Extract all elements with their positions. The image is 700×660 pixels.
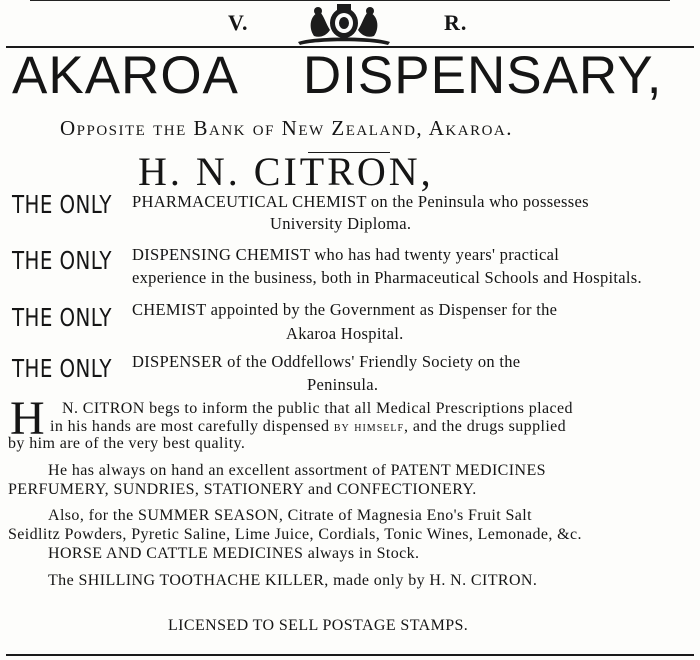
claim-lead: THE ONLY	[12, 354, 112, 383]
page-title	[12, 46, 663, 106]
claim-lead: THE ONLY	[12, 246, 112, 275]
royal-coat-of-arms-icon	[284, 2, 404, 46]
notice-line: by him are of the very best quality.	[8, 435, 246, 452]
claim-line: CHEMIST appointed by the Government as Dispenser for the	[132, 300, 558, 319]
claim-line: DISPENSING CHEMIST who has had twenty years' practical	[132, 245, 560, 264]
notice-line: in his hands are most carefully dispensed by himself, and the drugs supplied	[50, 418, 567, 435]
postage-stamps-line: LICENSED TO SELL POSTAGE STAMPS.	[168, 617, 469, 634]
claim-lead: THE ONLY	[12, 190, 112, 219]
stock-line: PERFUMERY, SUNDRIES, STATIONERY and CONFECTIONERY.	[8, 481, 477, 498]
horse-cattle-line: HORSE AND CATTLE MEDICINES always in Stock.	[48, 545, 420, 562]
claim-line: experience in the business, both in Pharmaceutical Schools and Hospitals.	[132, 268, 642, 287]
proprietor-name: H. N. CITRON,	[138, 149, 434, 194]
claim-lead: THE ONLY	[12, 303, 112, 332]
bottom-rule	[6, 654, 694, 656]
top-border	[30, 0, 670, 1]
header-v: V.	[228, 10, 249, 35]
claim-line: Akaroa Hospital.	[286, 324, 404, 343]
drop-cap: H	[10, 392, 45, 445]
stock-line: He has always on hand an excellent assortment of PATENT MEDICINES	[48, 462, 546, 479]
notice-line: N. CITRON begs to inform the public that all Medical Prescriptions placed	[62, 400, 573, 417]
subtitle: Opposite the Bank of New Zealand, Akaroa.	[60, 116, 513, 140]
claim-line: Peninsula.	[307, 375, 379, 394]
header-r: R.	[444, 10, 468, 35]
summer-line: Also, for the SUMMER SEASON, Citrate of Magnesia Eno's Fruit Salt	[48, 507, 532, 524]
title-word-dispensary: DISPENSARY,	[302, 46, 663, 105]
claim-line: PHARMACEUTICAL CHEMIST on the Peninsula who possesses	[132, 192, 589, 211]
summer-line: Seidlitz Powders, Pyretic Saline, Lime Juice, Cordials, Tonic Wines, Lemonade, &c.	[8, 526, 582, 543]
by-himself: by himself	[333, 420, 405, 435]
title-word-akaroa: AKAROA	[12, 46, 239, 105]
claim-line: University Diploma.	[270, 214, 412, 233]
toothache-line: The SHILLING TOOTHACHE KILLER, made only by H. N. CITRON.	[48, 572, 538, 589]
claim-line: DISPENSER of the Oddfellows' Friendly Society on the	[132, 352, 521, 371]
